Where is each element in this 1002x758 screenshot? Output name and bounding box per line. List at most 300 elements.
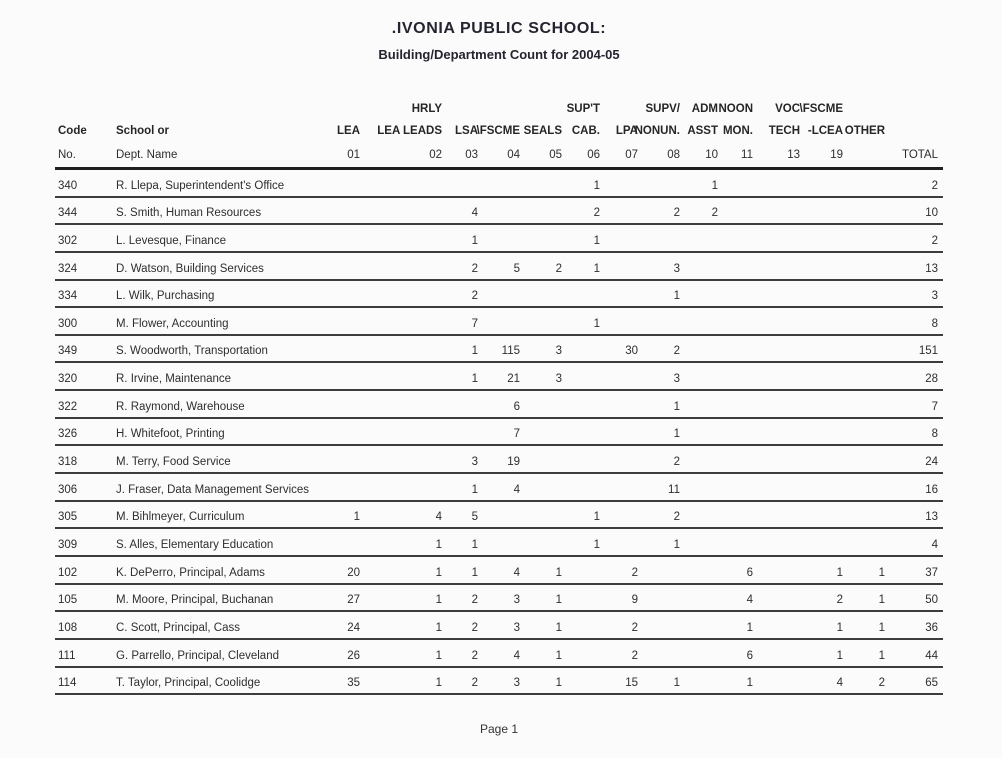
- cell-02: [365, 198, 447, 224]
- cell-name: R. Llepa, Superintendent's Office: [116, 179, 285, 192]
- cell-03: 5: [471, 511, 478, 524]
- cell-10: [685, 336, 723, 362]
- cell-04: 3: [513, 621, 520, 634]
- cell-total: 2: [931, 234, 938, 247]
- cell-10: [685, 253, 723, 279]
- cell-code: 305: [58, 511, 78, 524]
- cell-10: [685, 225, 723, 251]
- cell-code-header: No.: [58, 149, 76, 161]
- cell-code: 114: [58, 677, 77, 690]
- header-row-mid: [55, 119, 943, 141]
- cell-name: H. Whitefoot, Printing: [116, 428, 225, 441]
- cell-03: 7: [471, 317, 478, 330]
- cell-total: 24: [925, 456, 938, 469]
- cell-02: [365, 474, 447, 500]
- cell-name: S. Woodworth, Transportation: [116, 345, 268, 358]
- table-row: [55, 474, 943, 502]
- cell-07-header: LPA: [615, 125, 638, 137]
- cell-04: 3: [513, 594, 520, 607]
- cell-06: [567, 557, 605, 583]
- cell-10: [685, 640, 723, 666]
- cell-10: [685, 363, 723, 389]
- cell-11: 6: [746, 649, 753, 662]
- cell-19: 1: [836, 566, 843, 579]
- cell-02: 1: [435, 621, 442, 634]
- cell-name: D. Watson, Building Services: [116, 262, 264, 275]
- cell-13: [758, 502, 805, 528]
- cell-08: 1: [673, 428, 680, 441]
- cell-11: [723, 502, 758, 528]
- cell-10: [685, 419, 723, 445]
- cell-04: 115: [501, 345, 520, 358]
- cell-11: 1: [746, 621, 753, 634]
- cell-total: 8: [931, 428, 938, 441]
- cell-13: [758, 253, 805, 279]
- cell-08: 2: [673, 456, 680, 469]
- cell-11: [723, 336, 758, 362]
- cell-06: [567, 474, 605, 500]
- cell-other: [848, 170, 890, 196]
- cell-05-header: SEALS: [523, 125, 562, 137]
- table-row: [55, 668, 943, 696]
- cell-02: [365, 391, 447, 417]
- cell-04: 3: [513, 677, 520, 690]
- cell-10-header: ASST: [687, 125, 718, 137]
- cell-01: [310, 474, 365, 500]
- cell-total: 36: [925, 621, 938, 634]
- cell-total: 13: [925, 262, 938, 275]
- cell-11: [723, 419, 758, 445]
- cell-01: [310, 419, 365, 445]
- cell-other: [848, 502, 890, 528]
- cell-code: 334: [58, 290, 78, 303]
- cell-other: [848, 474, 890, 500]
- cell-code: 111: [58, 649, 76, 662]
- cell-other: [848, 281, 890, 307]
- cell-19: [805, 419, 848, 445]
- cell-03: 2: [471, 621, 478, 634]
- cell-total: 13: [925, 511, 938, 524]
- cell-01: [310, 281, 365, 307]
- cell-05: [525, 529, 567, 555]
- cell-04: 6: [513, 400, 520, 413]
- cell-13: [758, 419, 805, 445]
- cell-19: [805, 170, 848, 196]
- cell-01: 24: [347, 621, 360, 634]
- cell-03: [447, 170, 483, 196]
- cell-19: 4: [836, 677, 843, 690]
- cell-name: C. Scott, Principal, Cass: [116, 621, 240, 634]
- cell-name: L. Levesque, Finance: [116, 234, 226, 247]
- cell-07: 2: [631, 621, 638, 634]
- cell-02: 1: [435, 538, 442, 551]
- cell-03: 4: [471, 207, 478, 220]
- cell-10-header: 10: [705, 149, 718, 161]
- cell-code: 108: [58, 621, 78, 634]
- cell-07: [605, 170, 643, 196]
- cell-06: 1: [593, 538, 600, 551]
- cell-05: [525, 446, 567, 472]
- cell-code-header: Code: [58, 125, 87, 137]
- cell-08: 1: [673, 677, 680, 690]
- cell-19: 2: [836, 594, 843, 607]
- cell-05: [525, 502, 567, 528]
- cell-07: 30: [625, 345, 638, 358]
- cell-05: [525, 474, 567, 500]
- cell-06: 1: [593, 179, 600, 192]
- cell-19-header: -LCEA: [807, 125, 843, 137]
- cell-total-header: TOTAL: [902, 149, 938, 161]
- cell-06: [567, 446, 605, 472]
- cell-06: 2: [593, 207, 600, 220]
- cell-08: [643, 612, 685, 638]
- cell-19: [805, 502, 848, 528]
- cell-11: [723, 308, 758, 334]
- cell-02: 1: [435, 649, 442, 662]
- cell-code: 302: [58, 234, 78, 247]
- cell-13: [758, 198, 805, 224]
- cell-02-header: HRLY: [411, 103, 442, 115]
- cell-01: [310, 170, 365, 196]
- cell-11-header: 11: [741, 149, 753, 161]
- cell-07: [605, 502, 643, 528]
- cell-08: 2: [673, 207, 680, 220]
- cell-07-header: 07: [625, 149, 638, 161]
- cell-13: [758, 170, 805, 196]
- cell-02-header: LEA LEADS: [377, 125, 442, 137]
- cell-05: [525, 198, 567, 224]
- cell-01: 27: [347, 594, 360, 607]
- table-row: [55, 640, 943, 668]
- cell-05: [525, 308, 567, 334]
- cell-total: 7: [931, 400, 938, 413]
- report-header: [55, 20, 943, 62]
- cell-08-header: NONUN.: [634, 125, 680, 137]
- cell-total: 50: [925, 594, 938, 607]
- cell-07: [605, 253, 643, 279]
- cell-total: 4: [931, 538, 938, 551]
- cell-04: 19: [507, 456, 520, 469]
- table-row: [55, 281, 943, 309]
- cell-19: 1: [836, 621, 843, 634]
- cell-08: 2: [673, 511, 680, 524]
- cell-name: M. Flower, Accounting: [116, 317, 229, 330]
- cell-13: [758, 446, 805, 472]
- cell-code: 309: [58, 538, 78, 551]
- cell-total: 37: [925, 566, 938, 579]
- cell-02: 1: [435, 677, 442, 690]
- cell-07: [605, 391, 643, 417]
- cell-01-header: [310, 98, 365, 119]
- cell-07-header: [605, 98, 643, 119]
- table-row: [55, 308, 943, 336]
- cell-06: [567, 668, 605, 694]
- cell-code: 340: [58, 179, 78, 192]
- cell-other: 1: [878, 594, 885, 607]
- cell-10: [685, 529, 723, 555]
- cell-19: [805, 363, 848, 389]
- cell-other-header: OTHER: [844, 125, 885, 137]
- cell-01: [310, 529, 365, 555]
- cell-01: [310, 253, 365, 279]
- cell-other: [848, 391, 890, 417]
- page-number: Page 1: [479, 722, 519, 737]
- cell-02: [365, 225, 447, 251]
- cell-other: [848, 198, 890, 224]
- cell-11: [723, 225, 758, 251]
- cell-13-header: 13: [787, 149, 800, 161]
- cell-13: [758, 281, 805, 307]
- cell-other: [848, 419, 890, 445]
- cell-04: 4: [513, 649, 520, 662]
- cell-name: R. Irvine, Maintenance: [116, 373, 232, 386]
- cell-13-header: VOC: [775, 103, 800, 115]
- cell-name: J. Fraser, Data Management Services: [116, 483, 310, 496]
- cell-name: L. Wilk, Purchasing: [116, 290, 215, 303]
- cell-19: [805, 281, 848, 307]
- cell-04: 4: [513, 566, 520, 579]
- cell-19: [805, 529, 848, 555]
- cell-code: 306: [58, 483, 78, 496]
- cell-code: 318: [58, 456, 78, 469]
- cell-07: [605, 198, 643, 224]
- cell-03: [447, 391, 483, 417]
- cell-04: [483, 502, 525, 528]
- cell-other: [848, 529, 890, 555]
- cell-other: 2: [878, 677, 885, 690]
- cell-08: [643, 640, 685, 666]
- cell-10: [685, 281, 723, 307]
- cell-02: [365, 170, 447, 196]
- cell-06: 1: [593, 511, 600, 524]
- cell-06: [567, 640, 605, 666]
- table-row: [55, 363, 943, 391]
- cell-19-header: 19: [830, 149, 843, 161]
- cell-03-header: [447, 98, 483, 119]
- cell-13: [758, 557, 805, 583]
- cell-01: 26: [347, 649, 360, 662]
- table-row: [55, 253, 943, 281]
- cell-11: [723, 198, 758, 224]
- cell-03-header: LSA: [455, 125, 478, 137]
- cell-code: 322: [58, 400, 78, 413]
- cell-other: [848, 253, 890, 279]
- cell-other: [848, 308, 890, 334]
- cell-04-header: 04: [507, 149, 520, 161]
- count-table: [55, 98, 943, 695]
- cell-code: 324: [58, 262, 78, 275]
- cell-08: [643, 557, 685, 583]
- cell-02: [365, 363, 447, 389]
- cell-06: [567, 419, 605, 445]
- cell-13: [758, 336, 805, 362]
- page-subtitle: Building/Department Count for 2004-05: [378, 47, 620, 62]
- cell-01: [310, 363, 365, 389]
- cell-03: 2: [471, 649, 478, 662]
- cell-code: 344: [58, 207, 78, 220]
- cell-06-header: SUP'T: [566, 103, 600, 115]
- cell-04: [483, 225, 525, 251]
- cell-04: [483, 308, 525, 334]
- cell-11: [723, 446, 758, 472]
- cell-10: [685, 391, 723, 417]
- cell-19: 1: [836, 649, 843, 662]
- cell-07: [605, 363, 643, 389]
- cell-06: [567, 612, 605, 638]
- cell-06: [567, 281, 605, 307]
- cell-03: 1: [471, 345, 478, 358]
- cell-08: 1: [673, 538, 680, 551]
- cell-01: [310, 225, 365, 251]
- cell-name: R. Raymond, Warehouse: [116, 400, 245, 413]
- cell-name-header: Dept. Name: [116, 149, 178, 161]
- cell-05: 1: [555, 566, 562, 579]
- cell-name: K. DePerro, Principal, Adams: [116, 566, 265, 579]
- cell-11: [723, 529, 758, 555]
- cell-10: [685, 585, 723, 611]
- cell-07: 2: [631, 649, 638, 662]
- cell-11: 6: [746, 566, 753, 579]
- cell-11: [723, 170, 758, 196]
- cell-05: [525, 170, 567, 196]
- cell-11: [723, 474, 758, 500]
- cell-01: [310, 336, 365, 362]
- cell-code: 349: [58, 345, 78, 358]
- cell-04-header: [483, 98, 525, 119]
- cell-05-header: [525, 98, 567, 119]
- cell-02: [365, 281, 447, 307]
- cell-04: 21: [507, 373, 520, 386]
- cell-07: [605, 474, 643, 500]
- cell-05: [525, 391, 567, 417]
- cell-other: [848, 225, 890, 251]
- cell-05: [525, 419, 567, 445]
- cell-08: [643, 225, 685, 251]
- table-row: [55, 612, 943, 640]
- cell-11: 1: [746, 677, 753, 690]
- table-row: [55, 336, 943, 364]
- cell-13: [758, 363, 805, 389]
- cell-19: [805, 308, 848, 334]
- table-row: [55, 557, 943, 585]
- cell-05: 2: [555, 262, 562, 275]
- cell-01-header: 01: [347, 149, 360, 161]
- cell-11: [723, 391, 758, 417]
- cell-04: 5: [513, 262, 520, 275]
- cell-02: [365, 419, 447, 445]
- cell-06-header: 06: [587, 149, 600, 161]
- cell-01: [310, 391, 365, 417]
- cell-06: 1: [593, 234, 600, 247]
- cell-05: 1: [555, 594, 562, 607]
- cell-07: 15: [625, 677, 638, 690]
- cell-03: 2: [471, 290, 478, 303]
- cell-01: [310, 198, 365, 224]
- cell-08: 3: [673, 262, 680, 275]
- table-row: [55, 391, 943, 419]
- cell-19: [805, 253, 848, 279]
- cell-03: 1: [471, 483, 478, 496]
- cell-08-header: 08: [667, 149, 680, 161]
- cell-06: [567, 585, 605, 611]
- cell-07: [605, 419, 643, 445]
- cell-total: 151: [918, 345, 938, 358]
- cell-other-header: [848, 98, 890, 119]
- cell-03: 2: [471, 262, 478, 275]
- table-row: [55, 198, 943, 226]
- cell-03: 1: [471, 538, 478, 551]
- cell-name: S. Alles, Elementary Education: [116, 538, 274, 551]
- cell-name: M. Bihlmeyer, Curriculum: [116, 511, 245, 524]
- cell-01: 1: [353, 511, 360, 524]
- cell-total: 3: [931, 290, 938, 303]
- cell-07: [605, 446, 643, 472]
- cell-05: 3: [555, 373, 562, 386]
- cell-total: 2: [931, 179, 938, 192]
- cell-code: 320: [58, 373, 78, 386]
- cell-13: [758, 640, 805, 666]
- cell-13: [758, 529, 805, 555]
- cell-05: [525, 225, 567, 251]
- cell-07: 9: [631, 594, 638, 607]
- cell-10: 1: [711, 179, 718, 192]
- cell-total-header: [890, 119, 943, 141]
- cell-05: [525, 281, 567, 307]
- cell-04-header: \FSCME: [476, 125, 520, 137]
- cell-02-header: 02: [429, 149, 442, 161]
- cell-08: [643, 308, 685, 334]
- cell-code: 300: [58, 317, 78, 330]
- cell-name: T. Taylor, Principal, Coolidge: [116, 677, 261, 690]
- cell-19: [805, 198, 848, 224]
- cell-code: 102: [58, 566, 78, 579]
- cell-total: 44: [925, 649, 938, 662]
- cell-02: 1: [435, 566, 442, 579]
- cell-05: 1: [555, 621, 562, 634]
- cell-11-header: NOON: [718, 103, 753, 115]
- cell-08: 1: [673, 290, 680, 303]
- cell-05: 1: [555, 677, 562, 690]
- cell-13: [758, 391, 805, 417]
- cell-19: [805, 225, 848, 251]
- cell-07: [605, 281, 643, 307]
- cell-10: [685, 308, 723, 334]
- cell-06: [567, 391, 605, 417]
- cell-13: [758, 612, 805, 638]
- cell-11: [723, 281, 758, 307]
- cell-04: 7: [513, 428, 520, 441]
- cell-05: 3: [555, 345, 562, 358]
- cell-name: G. Parrello, Principal, Cleveland: [116, 649, 279, 662]
- cell-06: [567, 363, 605, 389]
- table-row: [55, 529, 943, 557]
- cell-08: [643, 585, 685, 611]
- cell-total: 8: [931, 317, 938, 330]
- cell-03: [447, 419, 483, 445]
- cell-11: 4: [746, 594, 753, 607]
- cell-11-header: MON.: [722, 125, 753, 137]
- cell-05: 1: [555, 649, 562, 662]
- cell-other: [848, 363, 890, 389]
- cell-19: [805, 336, 848, 362]
- cell-06-header: CAB.: [571, 125, 600, 137]
- cell-02: [365, 336, 447, 362]
- cell-03: 3: [471, 456, 478, 469]
- cell-other: 1: [878, 621, 885, 634]
- cell-02: 1: [435, 594, 442, 607]
- cell-06: 1: [593, 262, 600, 275]
- cell-13: [758, 668, 805, 694]
